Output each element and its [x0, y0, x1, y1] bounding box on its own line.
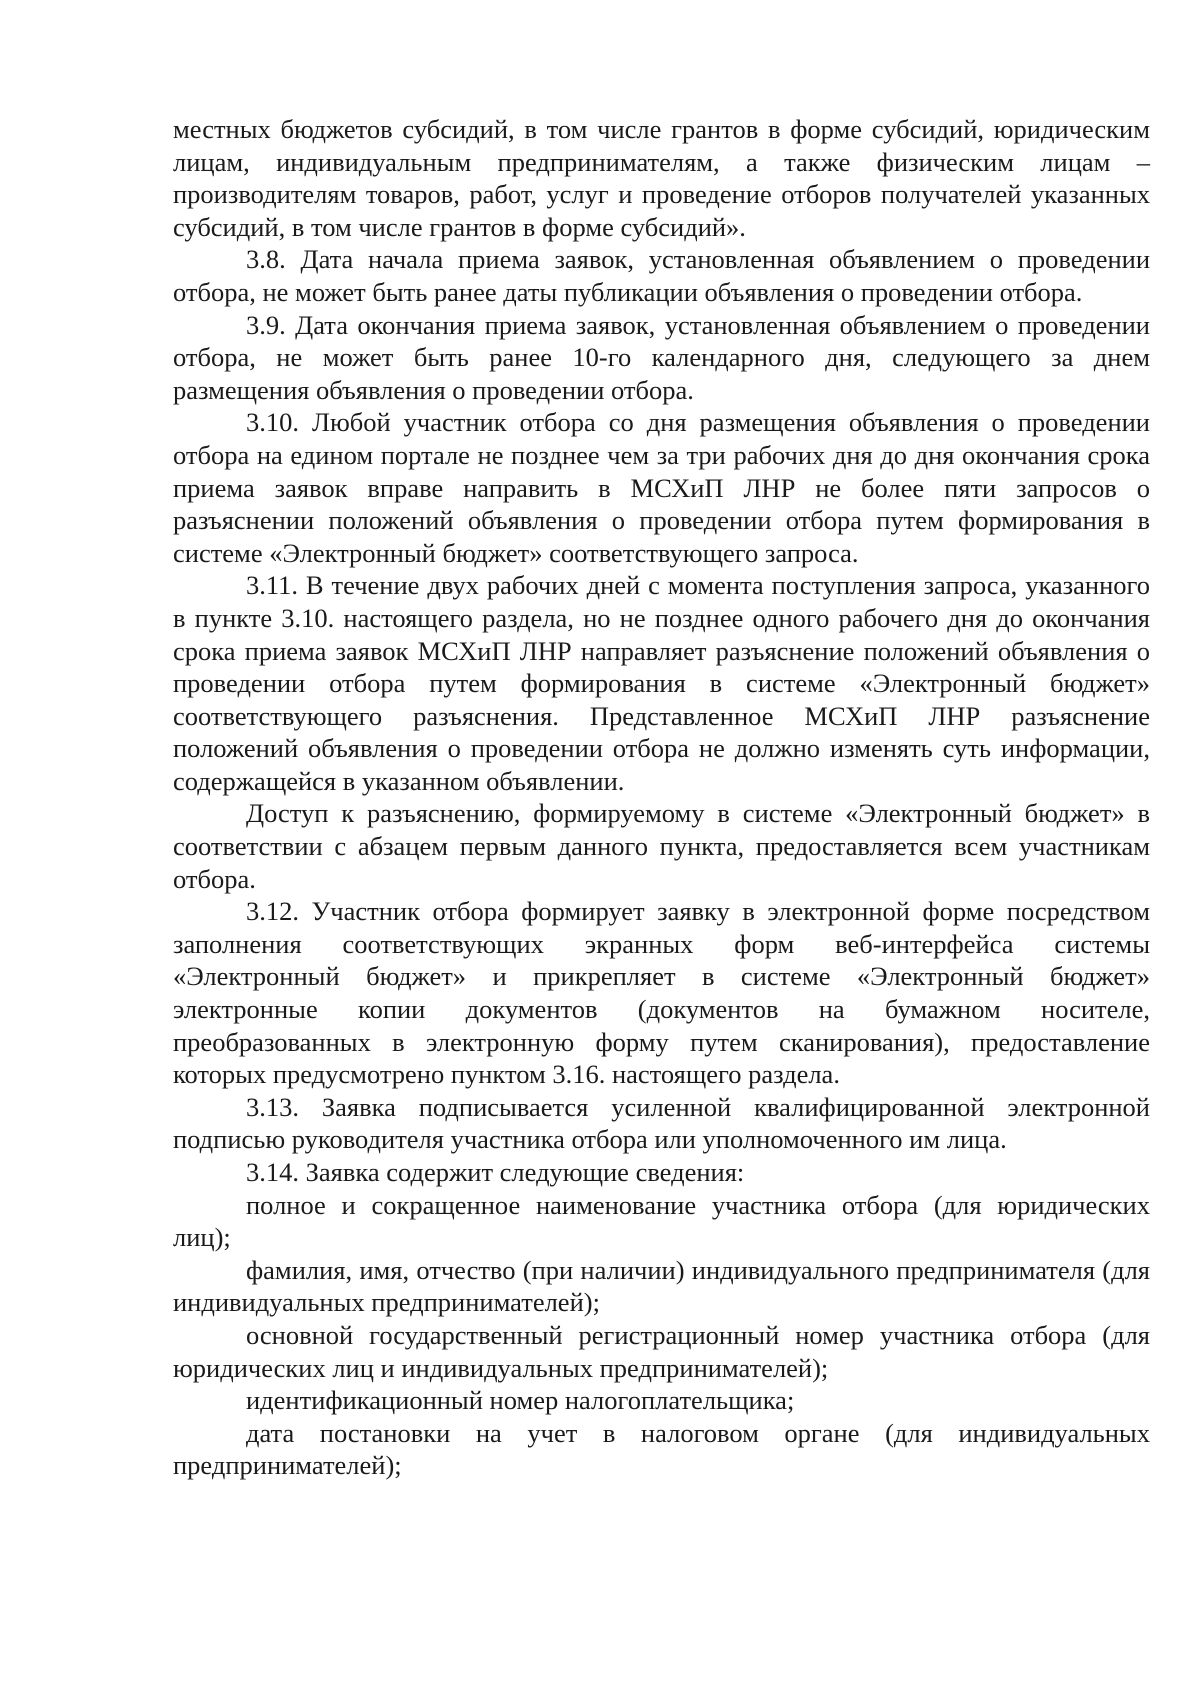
paragraph-3-11-access: Доступ к разъяснению, формируемому в системе «Электронный бюджет» в соответствии с абзацем первым данного пункта, предоставляется всем участникам отбора. [173, 798, 1150, 894]
paragraph-3-13: 3.13. Заявка подписывается усиленной квалифицированной электронной подписью руководителя участника отбора или уполномоченного им лица. [173, 1091, 1150, 1155]
paragraph-3-12: 3.12. Участник отбора формирует заявку в электронной форме посредством заполнения соответствующих экранных форм веб-интерфейса системы «Электронный бюджет» и прикрепляет в системе «Электронный бюджет» электронные копии документов (документов на бумажном носителе, преобразованных в электронную форму путем сканирования), предоставление которых предусмотрено пунктом 3.16. настоящего раздела. [173, 896, 1150, 1090]
paragraph-3-14-inn: идентификационный номер налогоплательщика; [246, 1385, 795, 1416]
paragraph-3-9: 3.9. Дата окончания приема заявок, установленная объявлением о проведении отбора, не может быть ранее 10-го календарного дня, следующего за днем размещения объявления о проведении отбора. [173, 309, 1150, 405]
paragraph-3-14-tax-date: дата постановки на учет в налоговом органе (для индивидуальных предпринимателей); [173, 1417, 1150, 1481]
paragraph-3-14: 3.14. Заявка содержит следующие сведения: [246, 1157, 745, 1187]
paragraph-3-14-ogrn: основной государственный регистрационный номер участника отбора (для юридических лиц и индивидуальных предпринимателей); [173, 1319, 1150, 1383]
paragraph-3-10: 3.10. Любой участник отбора со дня размещения объявления о проведении отбора на едином портале не позднее чем за три рабочих дня до дня окончания срока приема заявок вправе направить в МСХиП ЛНР не более пяти запросов о разъяснении положений объявления о проведении отбора путем формирования в системе «Электронный бюджет» соответствующего запроса. [173, 407, 1150, 568]
document-page [173, 113, 1150, 1482]
paragraph-3-14-name: полное и сокращенное наименование участника отбора (для юридических лиц); [173, 1189, 1150, 1253]
paragraph-3-8: 3.8. Дата начала приема заявок, установленная объявлением о проведении отбора, не может быть ранее даты публикации объявления о проведении отбора. [173, 244, 1150, 307]
paragraph-3-11: 3.11. В течение двух рабочих дней с момента поступления запроса, указанного в пункте 3.10. настоящего раздела, но не позднее одного рабочего дня до окончания срока приема заявок МСХиП ЛНР направляет разъяснение положений объявления о проведении отбора путем формирования в системе «Электронный бюджет» соответствующего разъяснения. Представленное МСХиП ЛНР разъяснение положений объявления о проведении отбора не должно изменять суть информации, содержащейся в указанном объявлении. [173, 570, 1150, 796]
paragraph-3-14-fio: фамилия, имя, отчество (при наличии) индивидуального предпринимателя (для индивидуальных предпринимателей); [173, 1254, 1150, 1318]
paragraph-intro-continuation: местных бюджетов субсидий, в том числе грантов в форме субсидий, юридическим лицам, индивидуальным предпринимателям, а также физическим лицам – производителям товаров, работ, услуг и проведение отборов получателей указанных субсидий, в том числе грантов в форме субсидий». [173, 114, 1150, 242]
